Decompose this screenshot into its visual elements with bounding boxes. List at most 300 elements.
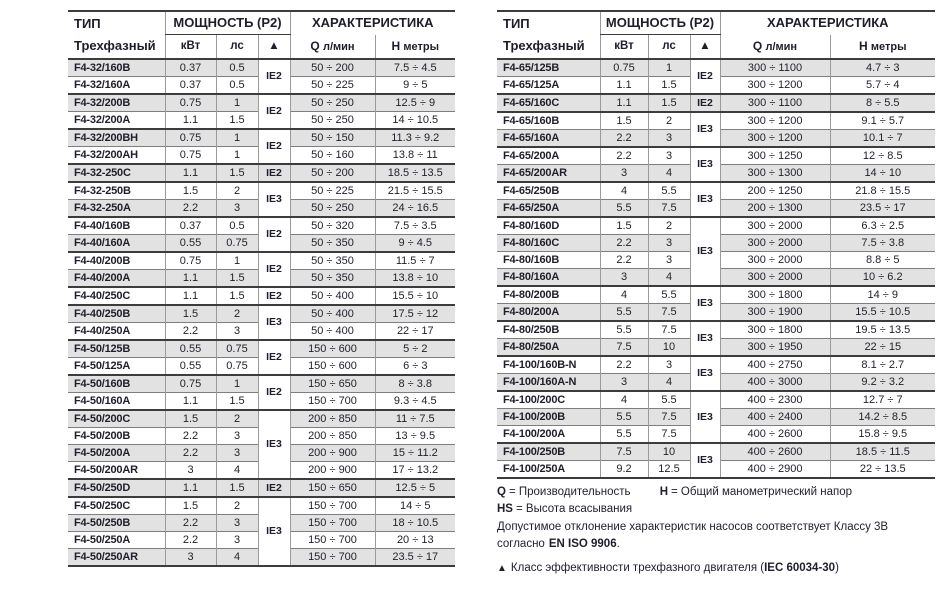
power-hp: 2 xyxy=(216,410,258,428)
pump-type: F4-32-250C xyxy=(68,164,165,182)
power-kw: 1.5 xyxy=(600,112,648,130)
power-kw: 2.2 xyxy=(165,427,216,444)
pump-type: F4-32/200BH xyxy=(68,129,165,147)
power-kw: 1.1 xyxy=(165,287,216,305)
head-range: 23.5 ÷ 17 xyxy=(375,548,455,566)
efficiency-class-badge: IE2 xyxy=(258,287,290,305)
efficiency-class-badge: IE3 xyxy=(690,321,720,356)
power-hp: 3 xyxy=(216,199,258,217)
head-range: 12.7 ÷ 7 xyxy=(830,391,935,409)
power-hp: 2 xyxy=(216,497,258,515)
flow-range: 150 ÷ 600 xyxy=(290,340,375,358)
efficiency-class-badge: IE3 xyxy=(690,147,720,182)
power-kw: 0.75 xyxy=(165,129,216,147)
legend-flow-term: Q xyxy=(497,486,506,498)
head-range: 21.8 ÷ 15.5 xyxy=(830,182,935,200)
power-kw: 5.5 xyxy=(600,303,648,321)
efficiency-standard: IEC 60034-30 xyxy=(764,562,836,574)
head-range: 9 ÷ 5 xyxy=(375,76,455,94)
head-symbol: H xyxy=(859,38,868,53)
flow-range: 50 ÷ 225 xyxy=(290,76,375,94)
spec-row xyxy=(68,129,455,147)
power-hp: 0.5 xyxy=(216,217,258,235)
flow-range: 150 ÷ 700 xyxy=(290,531,375,548)
head-range: 18 ÷ 10.5 xyxy=(375,514,455,531)
flow-range: 200 ÷ 1300 xyxy=(720,199,830,217)
tolerance-standard: EN ISO 9906 xyxy=(548,538,617,550)
power-hp: 1 xyxy=(648,59,690,77)
spec-row xyxy=(68,497,455,515)
pump-type: F4-40/250C xyxy=(68,287,165,305)
pump-type: F4-32-250A xyxy=(68,199,165,217)
head-range: 14.2 ÷ 8.5 xyxy=(830,408,935,425)
flow-range: 50 ÷ 350 xyxy=(290,269,375,287)
spec-row xyxy=(68,164,455,182)
power-kw: 0.37 xyxy=(165,59,216,77)
flow-range: 400 ÷ 3000 xyxy=(720,373,830,391)
power-hp: 7.5 xyxy=(648,321,690,339)
power-hp: 1.5 xyxy=(648,94,690,112)
efficiency-close: ) xyxy=(835,562,839,574)
spec-row xyxy=(68,252,455,270)
pump-type: F4-40/250A xyxy=(68,322,165,340)
pump-type: F4-80/160D xyxy=(497,217,600,235)
flow-range: 200 ÷ 850 xyxy=(290,427,375,444)
head-range: 9.3 ÷ 4.5 xyxy=(375,392,455,410)
pump-type: F4-80/160A xyxy=(497,268,600,286)
spec-row xyxy=(497,112,935,130)
head-range: 9.1 ÷ 5.7 xyxy=(830,112,935,130)
flow-range: 150 ÷ 650 xyxy=(290,479,375,497)
head-range: 13.8 ÷ 10 xyxy=(375,269,455,287)
power-hp: 1.5 xyxy=(216,111,258,129)
efficiency-class-badge: IE3 xyxy=(690,391,720,443)
power-kw: 4 xyxy=(600,182,648,200)
head-range: 15 ÷ 11.2 xyxy=(375,444,455,461)
efficiency-class-badge: IE2 xyxy=(258,164,290,182)
power-kw: 1.1 xyxy=(165,479,216,497)
power-kw: 5.5 xyxy=(600,425,648,443)
flow-range: 50 ÷ 160 xyxy=(290,146,375,164)
efficiency-class-badge: IE3 xyxy=(690,286,720,321)
head-range: 22 ÷ 13.5 xyxy=(830,460,935,478)
head-range: 5.7 ÷ 4 xyxy=(830,76,935,94)
head-range: 15.8 ÷ 9.5 xyxy=(830,425,935,443)
flow-range: 300 ÷ 1200 xyxy=(720,76,830,94)
power-hp: 3 xyxy=(648,147,690,165)
power-hp: 7.5 xyxy=(648,425,690,443)
head-range: 8 ÷ 5.5 xyxy=(830,94,935,112)
pump-type: F4-32/200B xyxy=(68,94,165,112)
table-body xyxy=(497,59,935,478)
power-hp: 3 xyxy=(216,427,258,444)
pump-type: F4-65/125A xyxy=(497,76,600,94)
flow-range: 400 ÷ 2300 xyxy=(720,391,830,409)
power-kw: 0.55 xyxy=(165,234,216,252)
power-hp: 1.5 xyxy=(216,164,258,182)
flow-range: 200 ÷ 900 xyxy=(290,461,375,479)
efficiency-class-badge: IE2 xyxy=(258,340,290,375)
power-kw: 7.5 xyxy=(600,338,648,356)
power-kw: 2.2 xyxy=(600,147,648,165)
head-range: 4.7 ÷ 3 xyxy=(830,59,935,77)
power-kw: 0.37 xyxy=(165,217,216,235)
head-range: 21.5 ÷ 15.5 xyxy=(375,182,455,200)
flow-range: 400 ÷ 2750 xyxy=(720,356,830,374)
legend-line-qh xyxy=(497,484,945,501)
flow-range: 300 ÷ 1200 xyxy=(720,129,830,147)
spec-row xyxy=(497,217,935,235)
efficiency-class-badge: IE3 xyxy=(690,217,720,286)
col-header-hp: лс xyxy=(216,35,258,59)
head-range: 9 ÷ 4.5 xyxy=(375,234,455,252)
power-hp: 4 xyxy=(648,268,690,286)
legend xyxy=(497,484,945,577)
spec-row xyxy=(497,391,935,409)
head-range: 8.1 ÷ 2.7 xyxy=(830,356,935,374)
flow-range: 400 ÷ 2600 xyxy=(720,443,830,461)
flow-range: 50 ÷ 400 xyxy=(290,322,375,340)
power-hp: 1 xyxy=(216,375,258,393)
power-hp: 2 xyxy=(216,182,258,200)
pump-type: F4-40/200A xyxy=(68,269,165,287)
flow-range: 300 ÷ 1950 xyxy=(720,338,830,356)
col-header-characteristics: ХАРАКТЕРИСТИКА xyxy=(720,11,935,35)
pump-type: F4-80/250A xyxy=(497,338,600,356)
power-kw: 2.2 xyxy=(165,531,216,548)
efficiency-class-badge: IE2 xyxy=(258,59,290,94)
flow-range: 50 ÷ 250 xyxy=(290,94,375,112)
power-kw: 1.1 xyxy=(165,164,216,182)
pump-type: F4-100/160A-N xyxy=(497,373,600,391)
efficiency-class-badge: IE3 xyxy=(690,182,720,217)
legend-line-hs xyxy=(497,501,945,518)
power-kw: 1.5 xyxy=(165,410,216,428)
head-range: 23.5 ÷ 17 xyxy=(830,199,935,217)
triangle-icon: ▲ xyxy=(497,563,507,574)
pump-type: F4-65/250A xyxy=(497,199,600,217)
spec-row xyxy=(68,59,455,77)
power-kw: 2.2 xyxy=(165,444,216,461)
pump-type: F4-50/200B xyxy=(68,427,165,444)
efficiency-text: Класс эффективности трехфазного двигателя ( xyxy=(510,562,765,574)
pump-type: F4-50/200AR xyxy=(68,461,165,479)
power-hp: 0.75 xyxy=(216,234,258,252)
power-hp: 1 xyxy=(216,252,258,270)
pump-type: F4-40/250B xyxy=(68,305,165,323)
power-kw: 4 xyxy=(600,391,648,409)
pump-type: F4-65/250B xyxy=(497,182,600,200)
head-range: 11.3 ÷ 9.2 xyxy=(375,129,455,147)
flow-unit: л/мин xyxy=(765,40,798,53)
legend-head-def: = Общий манометрический напор xyxy=(671,486,852,498)
head-range: 11 ÷ 7.5 xyxy=(375,410,455,428)
power-hp: 3 xyxy=(648,251,690,268)
power-kw: 1.5 xyxy=(165,182,216,200)
head-range: 14 ÷ 10.5 xyxy=(375,111,455,129)
power-hp: 5.5 xyxy=(648,391,690,409)
flow-range: 300 ÷ 2000 xyxy=(720,268,830,286)
pump-type: F4-65/160C xyxy=(497,94,600,112)
head-range: 19.5 ÷ 13.5 xyxy=(830,321,935,339)
flow-range: 50 ÷ 350 xyxy=(290,252,375,270)
flow-range: 300 ÷ 2000 xyxy=(720,217,830,235)
power-kw: 0.75 xyxy=(165,375,216,393)
power-kw: 3 xyxy=(600,373,648,391)
tolerance-note xyxy=(497,519,945,553)
head-range: 8.8 ÷ 5 xyxy=(830,251,935,268)
power-kw: 2.2 xyxy=(165,514,216,531)
head-range: 5 ÷ 2 xyxy=(375,340,455,358)
head-range: 9.2 ÷ 3.2 xyxy=(830,373,935,391)
flow-range: 150 ÷ 700 xyxy=(290,497,375,515)
pump-type: F4-50/250A xyxy=(68,531,165,548)
flow-range: 400 ÷ 2900 xyxy=(720,460,830,478)
power-kw: 0.75 xyxy=(600,59,648,77)
pump-type: F4-32-250B xyxy=(68,182,165,200)
power-hp: 3 xyxy=(216,322,258,340)
pump-type: F4-100/200B xyxy=(497,408,600,425)
power-hp: 2 xyxy=(648,112,690,130)
head-range: 24 ÷ 16.5 xyxy=(375,199,455,217)
table-header xyxy=(68,11,455,59)
power-hp: 3 xyxy=(648,129,690,147)
head-range: 14 ÷ 10 xyxy=(830,164,935,182)
col-header-flow xyxy=(290,35,375,59)
flow-range: 50 ÷ 150 xyxy=(290,129,375,147)
flow-range: 300 ÷ 1100 xyxy=(720,94,830,112)
head-range: 13.8 ÷ 11 xyxy=(375,146,455,164)
power-kw: 0.75 xyxy=(165,146,216,164)
col-header-hp: лс xyxy=(648,35,690,59)
spec-row xyxy=(68,305,455,323)
pump-type: F4-50/160A xyxy=(68,392,165,410)
head-range: 12.5 ÷ 9 xyxy=(375,94,455,112)
head-range: 22 ÷ 17 xyxy=(375,322,455,340)
flow-range: 300 ÷ 2000 xyxy=(720,251,830,268)
pump-type: F4-50/250C xyxy=(68,497,165,515)
head-range: 22 ÷ 15 xyxy=(830,338,935,356)
efficiency-class-badge: IE2 xyxy=(258,479,290,497)
pump-type: F4-100/250B xyxy=(497,443,600,461)
efficiency-class-badge: IE3 xyxy=(690,356,720,391)
power-kw: 2.2 xyxy=(165,322,216,340)
head-range: 15.5 ÷ 10.5 xyxy=(830,303,935,321)
pump-type: F4-100/200A xyxy=(497,425,600,443)
table-header xyxy=(497,11,935,59)
pump-type: F4-50/200C xyxy=(68,410,165,428)
power-hp: 10 xyxy=(648,443,690,461)
flow-symbol: Q xyxy=(752,38,763,53)
power-hp: 7.5 xyxy=(648,199,690,217)
pump-type: F4-100/250A xyxy=(497,460,600,478)
power-hp: 1.5 xyxy=(216,269,258,287)
flow-range: 200 ÷ 850 xyxy=(290,410,375,428)
efficiency-class-badge: IE3 xyxy=(258,182,290,217)
power-hp: 1.5 xyxy=(216,392,258,410)
col-header-power: МОЩНОСТЬ (P2) xyxy=(600,11,720,35)
flow-range: 50 ÷ 400 xyxy=(290,287,375,305)
col-header-flow xyxy=(720,35,830,59)
flow-unit: л/мин xyxy=(322,40,355,53)
flow-range: 300 ÷ 1200 xyxy=(720,112,830,130)
pump-type: F4-50/250AR xyxy=(68,548,165,566)
flow-range: 200 ÷ 900 xyxy=(290,444,375,461)
head-range: 18.5 ÷ 13.5 xyxy=(375,164,455,182)
power-hp: 3 xyxy=(216,531,258,548)
power-kw: 0.55 xyxy=(165,357,216,375)
pump-type: F4-100/200C xyxy=(497,391,600,409)
pump-type: F4-32/200AH xyxy=(68,146,165,164)
power-kw: 1.1 xyxy=(600,94,648,112)
power-kw: 1.1 xyxy=(165,392,216,410)
flow-range: 150 ÷ 700 xyxy=(290,548,375,566)
power-hp: 1.5 xyxy=(216,479,258,497)
col-header-power: МОЩНОСТЬ (P2) xyxy=(165,11,290,35)
flow-range: 150 ÷ 700 xyxy=(290,514,375,531)
flow-range: 50 ÷ 200 xyxy=(290,164,375,182)
power-hp: 1 xyxy=(216,129,258,147)
flow-range: 300 ÷ 1800 xyxy=(720,286,830,304)
power-kw: 1.1 xyxy=(165,269,216,287)
pump-type: F4-50/250B xyxy=(68,514,165,531)
legend-suction-def: = Высота всасывания xyxy=(515,503,633,515)
head-range: 20 ÷ 13 xyxy=(375,531,455,548)
power-hp: 0.75 xyxy=(216,357,258,375)
efficiency-class-badge: IE2 xyxy=(690,59,720,94)
power-kw: 0.75 xyxy=(165,94,216,112)
head-range: 12.5 ÷ 5 xyxy=(375,479,455,497)
pump-type: F4-80/160B xyxy=(497,251,600,268)
efficiency-class-badge: IE3 xyxy=(690,443,720,478)
power-hp: 3 xyxy=(648,234,690,251)
flow-range: 300 ÷ 1800 xyxy=(720,321,830,339)
pump-type: F4-65/160B xyxy=(497,112,600,130)
flow-range: 200 ÷ 1250 xyxy=(720,182,830,200)
flow-range: 300 ÷ 1900 xyxy=(720,303,830,321)
pump-type: F4-40/160B xyxy=(68,217,165,235)
head-range: 10 ÷ 6.2 xyxy=(830,268,935,286)
head-range: 11.5 ÷ 7 xyxy=(375,252,455,270)
efficiency-class-badge: IE3 xyxy=(258,497,290,566)
pump-type: F4-65/200A xyxy=(497,147,600,165)
col-header-type xyxy=(497,11,600,59)
power-kw: 9.2 xyxy=(600,460,648,478)
power-hp: 10 xyxy=(648,338,690,356)
power-hp: 2 xyxy=(216,305,258,323)
flow-range: 50 ÷ 320 xyxy=(290,217,375,235)
flow-range: 50 ÷ 250 xyxy=(290,199,375,217)
head-range: 7.5 ÷ 3.8 xyxy=(830,234,935,251)
power-hp: 3 xyxy=(648,356,690,374)
spec-row xyxy=(68,340,455,358)
pump-type: F4-40/160A xyxy=(68,234,165,252)
pump-type: F4-50/200A xyxy=(68,444,165,461)
tolerance-line1: Допустимое отклонение характеристик насосов соответствует Классу 3В xyxy=(497,521,889,533)
efficiency-class-badge: IE2 xyxy=(258,252,290,287)
spec-row xyxy=(68,217,455,235)
type-sublabel: Трехфазный xyxy=(74,37,156,53)
power-hp: 3 xyxy=(216,514,258,531)
spec-table-right xyxy=(497,10,935,479)
col-header-kw: кВт xyxy=(165,35,216,59)
flow-range: 300 ÷ 1100 xyxy=(720,59,830,77)
pump-type: F4-80/200B xyxy=(497,286,600,304)
power-hp: 7.5 xyxy=(648,408,690,425)
power-hp: 4 xyxy=(648,373,690,391)
head-range: 15.5 ÷ 10 xyxy=(375,287,455,305)
power-hp: 2 xyxy=(648,217,690,235)
head-unit: метры xyxy=(870,40,907,53)
head-symbol: H xyxy=(391,38,401,53)
spec-row xyxy=(68,479,455,497)
efficiency-class-badge: IE2 xyxy=(258,375,290,410)
power-hp: 1 xyxy=(216,146,258,164)
pump-type: F4-65/125B xyxy=(497,59,600,77)
efficiency-class-badge: IE3 xyxy=(258,410,290,479)
head-unit: метры xyxy=(403,40,439,53)
flow-range: 150 ÷ 650 xyxy=(290,375,375,393)
efficiency-class-badge: IE2 xyxy=(258,217,290,252)
power-kw: 1.5 xyxy=(165,497,216,515)
flow-range: 300 ÷ 1300 xyxy=(720,164,830,182)
head-range: 18.5 ÷ 11.5 xyxy=(830,443,935,461)
power-hp: 0.75 xyxy=(216,340,258,358)
pump-type: F4-80/250B xyxy=(497,321,600,339)
head-range: 7.5 ÷ 3.5 xyxy=(375,217,455,235)
power-kw: 2.2 xyxy=(600,251,648,268)
type-label: ТИП xyxy=(503,15,530,31)
spec-row xyxy=(68,375,455,393)
pump-spec-table-small xyxy=(68,10,455,567)
pump-type: F4-50/160B xyxy=(68,375,165,393)
power-kw: 1.1 xyxy=(165,111,216,129)
pump-type: F4-65/160A xyxy=(497,129,600,147)
head-range: 14 ÷ 9 xyxy=(830,286,935,304)
spec-row xyxy=(68,287,455,305)
power-hp: 0.5 xyxy=(216,59,258,77)
spec-row xyxy=(497,321,935,339)
spec-row xyxy=(497,356,935,374)
pump-type: F4-32/160A xyxy=(68,76,165,94)
pump-type: F4-40/200B xyxy=(68,252,165,270)
power-kw: 0.55 xyxy=(165,340,216,358)
power-hp: 5.5 xyxy=(648,286,690,304)
power-kw: 2.2 xyxy=(165,199,216,217)
power-kw: 2.2 xyxy=(600,234,648,251)
table-body xyxy=(68,59,455,566)
efficiency-triangle-icon: ▲ xyxy=(258,35,290,59)
legend-suction-term: HS xyxy=(497,503,513,515)
power-hp: 5.5 xyxy=(648,182,690,200)
pump-type: F4-50/125A xyxy=(68,357,165,375)
spec-row xyxy=(497,94,935,112)
flow-range: 50 ÷ 350 xyxy=(290,234,375,252)
efficiency-class-badge: IE3 xyxy=(690,112,720,147)
power-kw: 1.5 xyxy=(600,217,648,235)
power-hp: 7.5 xyxy=(648,303,690,321)
efficiency-note xyxy=(497,560,945,577)
efficiency-class-badge: IE2 xyxy=(258,129,290,164)
flow-range: 300 ÷ 1250 xyxy=(720,147,830,165)
power-kw: 5.5 xyxy=(600,321,648,339)
power-kw: 3 xyxy=(165,461,216,479)
legend-flow-def: = Производительность xyxy=(508,486,631,498)
power-hp: 1 xyxy=(216,94,258,112)
col-header-type xyxy=(68,11,165,59)
spec-row xyxy=(68,182,455,200)
flow-range: 400 ÷ 2600 xyxy=(720,425,830,443)
